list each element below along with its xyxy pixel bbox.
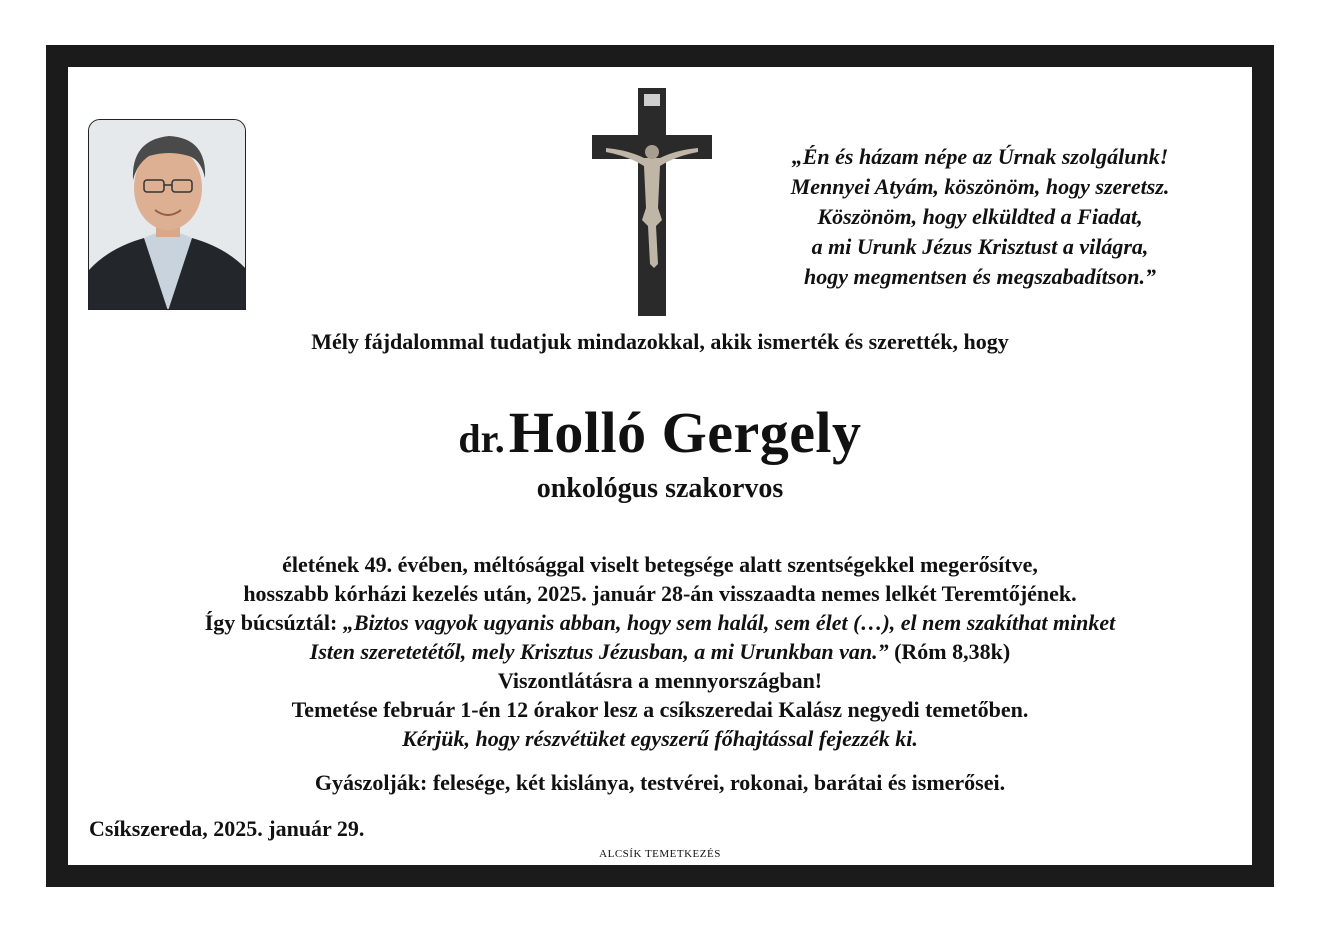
quote-line: a mi Urunk Jézus Krisztust a világra, — [811, 234, 1149, 259]
body-line: Viszontlátásra a mennyországban! — [497, 668, 823, 693]
place-date: Csíkszereda, 2025. január 29. — [89, 816, 365, 841]
body-line: életének 49. évében, méltósággal viselt betegsége alatt szentségekkel megerősítve, — [282, 552, 1038, 577]
crucifix-icon — [592, 88, 712, 316]
farewell-prefix: Így búcsúztál: — [204, 610, 343, 635]
deceased-name — [0, 398, 1320, 483]
body-line: hosszabb kórházi kezelés után, 2025. január 28-án visszaadta nemes lelkét Teremtőjének. — [243, 581, 1077, 606]
name-main: Holló Gergely — [508, 400, 862, 465]
scripture-reference: (Róm 8,38k) — [888, 639, 1011, 664]
portrait-photo — [88, 119, 246, 310]
condolence-request: Kérjük, hogy részvétüket egyszerű főhajtással fejezzék ki. — [402, 726, 918, 751]
body-line — [0, 637, 1320, 666]
quote-line: „Én és házam népe az Úrnak szolgálunk! — [791, 144, 1169, 169]
bible-quote — [730, 142, 1230, 292]
intro-text: Mély fájdalommal tudatjuk mindazokkal, akik ismerték és szerették, hogy — [311, 329, 1009, 354]
mourners: Gyászolják: felesége, két kislánya, testvérei, rokonai, barátai és ismerősei. — [314, 770, 1006, 795]
body-line — [0, 608, 1320, 637]
funeral-home-logo: ALCSÍK TEMETKEZÉS — [599, 848, 721, 860]
farewell-quote: „Biztos vagyok ugyanis abban, hogy sem halál, sem élet (…), el nem szakíthat minket — [342, 610, 1116, 635]
name-prefix: dr. — [458, 416, 505, 461]
quote-line: hogy megmentsen és megszabadítson.” — [803, 264, 1156, 289]
farewell-quote-end: Isten szeretetétől, mely Krisztus Jézusban, a mi Urunkban van.” — [309, 639, 889, 664]
announcement-body — [0, 550, 1320, 753]
quote-line: Köszönöm, hogy elküldted a Fiadat, — [817, 204, 1143, 229]
quote-line: Mennyei Atyám, köszönöm, hogy szeretsz. — [790, 174, 1170, 199]
profession: onkológus szakorvos — [536, 473, 784, 504]
funeral-details: Temetése február 1-én 12 órakor lesz a csíkszeredai Kalász negyedi temetőben. — [291, 697, 1029, 722]
